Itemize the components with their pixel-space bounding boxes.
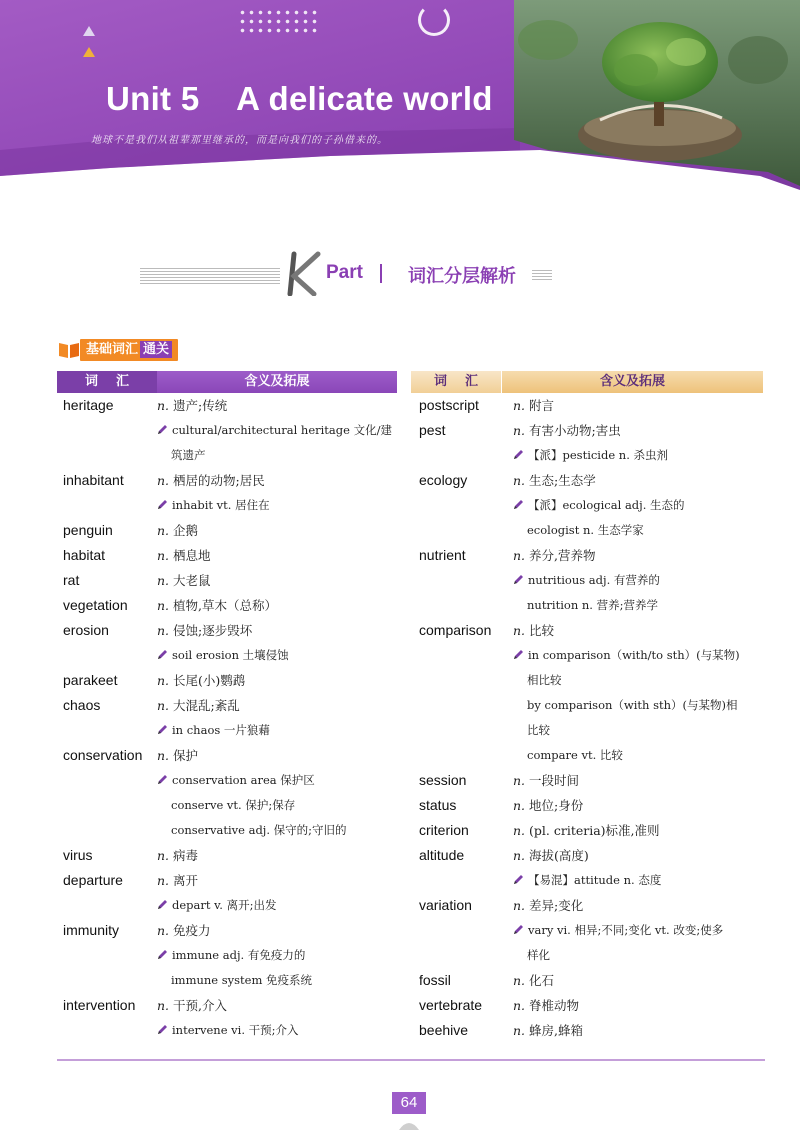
part-k-logo (284, 250, 324, 296)
vocab-entry (411, 993, 763, 1018)
decorative-leaf-icon (397, 1116, 421, 1130)
pencil-icon (513, 648, 525, 660)
part-header (140, 250, 560, 300)
meaning-text: 有害小动物;害虫 (529, 423, 621, 438)
vocab-meaning (513, 893, 763, 918)
vocab-entry (57, 918, 397, 993)
vocab-entry (57, 518, 397, 543)
pencil-icon (157, 498, 169, 510)
part-of-speech: n. (157, 748, 170, 763)
extension-text: nutrition n. 营养;营养学 (527, 598, 658, 612)
extension-text: 【派】pesticide n. 杀虫剂 (528, 448, 669, 462)
vocab-word: ecology (419, 472, 468, 488)
part-of-speech: n. (157, 398, 170, 413)
extension-text: nutritious adj. 有营养的 (528, 573, 660, 587)
vocab-word: postscript (419, 397, 479, 413)
entry-extension (57, 418, 397, 443)
page-number: 64 (392, 1092, 426, 1114)
vocab-meaning (157, 618, 397, 643)
meaning-text: 栖居的动物;居民 (173, 473, 265, 488)
entry-extension (57, 443, 397, 468)
table-header (411, 371, 763, 393)
entry-main-line (57, 568, 397, 593)
extension-text: immune system 免疫系统 (171, 973, 313, 987)
entry-extension (411, 918, 763, 943)
meaning-text: 栖息地 (173, 548, 211, 563)
extension-text: 样化 (527, 948, 550, 962)
vocab-entry (411, 468, 763, 543)
vocab-entry (57, 593, 397, 618)
meaning-text: 保护 (173, 748, 199, 763)
part-of-speech: n. (513, 973, 526, 988)
vocab-word: intervention (63, 997, 136, 1013)
decorative-ring (418, 4, 450, 36)
vocab-entry (411, 793, 763, 818)
entry-main-line (57, 993, 397, 1018)
decorative-triangle (83, 47, 95, 57)
entry-extension (411, 493, 763, 518)
pencil-icon (157, 948, 169, 960)
table-body (57, 393, 397, 1043)
vocab-meaning (157, 843, 397, 868)
meaning-text: 遗产;传统 (173, 398, 228, 413)
part-of-speech: n. (513, 623, 526, 638)
vocab-meaning (513, 1018, 763, 1043)
part-of-speech: n. (513, 773, 526, 788)
extension-text: intervene vi. 干预;介入 (172, 1023, 299, 1037)
part-of-speech: n. (157, 673, 170, 688)
vocab-word: chaos (63, 697, 101, 713)
entry-extension (411, 668, 763, 693)
pencil-icon (157, 773, 169, 785)
extension-text: in comparison（with/to sth）(与某物) (528, 648, 740, 662)
meaning-text: 差异;变化 (529, 898, 584, 913)
meaning-text: 植物,草木（总称） (173, 598, 277, 613)
part-of-speech: n. (157, 548, 170, 563)
entry-main-line (57, 543, 397, 568)
vocab-word: conservation (63, 747, 143, 763)
part-word: Part (326, 262, 363, 283)
meaning-text: 企鹅 (173, 523, 199, 538)
vocab-meaning (513, 393, 763, 418)
entry-main-line (57, 693, 397, 718)
unit-banner (0, 0, 800, 190)
entry-main-line (411, 393, 763, 418)
vocab-word: penguin (63, 522, 113, 538)
entry-extension (57, 718, 397, 743)
meaning-text: 附言 (529, 398, 555, 413)
meaning-text: 化石 (529, 973, 555, 988)
meaning-text: 大老鼠 (173, 573, 211, 588)
section-label-main: 基础词汇 (86, 342, 139, 357)
extension-text: soil erosion 土壤侵蚀 (172, 648, 289, 662)
vocab-meaning (513, 768, 763, 793)
meaning-text: 大混乱;紊乱 (173, 698, 240, 713)
pencil-icon (157, 723, 169, 735)
vocab-entry (57, 993, 397, 1043)
vocab-entry (411, 768, 763, 793)
meaning-text: 病毒 (173, 848, 199, 863)
extension-text: ecologist n. 生态学家 (527, 523, 644, 537)
entry-main-line (57, 593, 397, 618)
entry-extension (411, 593, 763, 618)
meaning-text: 免疫力 (173, 923, 211, 938)
vocab-word: variation (419, 897, 472, 913)
vocab-entry (57, 543, 397, 568)
part-of-speech: n. (513, 548, 526, 563)
extension-text: cultural/architectural heritage 文化/建 (172, 423, 392, 437)
vocab-entry (411, 418, 763, 468)
entry-extension (411, 718, 763, 743)
vocab-word: nutrient (419, 547, 466, 563)
vocab-word: erosion (63, 622, 109, 638)
meaning-text: 养分,营养物 (529, 548, 596, 563)
header-word: 词 汇 (411, 371, 502, 393)
vocab-meaning (157, 568, 397, 593)
entry-extension (411, 868, 763, 893)
section-label (80, 339, 178, 361)
pencil-icon (157, 423, 169, 435)
vocab-meaning (157, 468, 397, 493)
vocab-word: fossil (419, 972, 451, 988)
vocab-word: inhabitant (63, 472, 124, 488)
entry-main-line (57, 743, 397, 768)
vocab-word: rat (63, 572, 80, 588)
meaning-text: 离开 (173, 873, 199, 888)
meaning-text: 蜂房,蜂箱 (529, 1023, 583, 1038)
vocab-word: beehive (419, 1022, 469, 1038)
vocab-meaning (157, 543, 397, 568)
part-of-speech: n. (513, 798, 526, 813)
entry-main-line (411, 1018, 763, 1043)
vocab-word: immunity (63, 922, 120, 938)
entry-main-line (57, 843, 397, 868)
decorative-dots (238, 8, 318, 34)
entry-extension (411, 443, 763, 468)
entry-extension (411, 568, 763, 593)
part-of-speech: n. (513, 848, 526, 863)
entry-extension (57, 643, 397, 668)
vocab-table-right (411, 371, 763, 1043)
entry-main-line (57, 518, 397, 543)
vocab-entry (411, 543, 763, 618)
extension-text: conservation area 保护区 (172, 773, 315, 787)
decorative-triangle (83, 26, 95, 36)
part-of-speech: n. (157, 848, 170, 863)
extension-text: 【易混】attitude n. 态度 (528, 873, 662, 887)
entry-main-line (411, 418, 763, 443)
vocab-meaning (513, 468, 763, 493)
extension-text: 比较 (527, 723, 550, 737)
meaning-text: 侵蚀;逐步毁坏 (173, 623, 253, 638)
table-body (411, 393, 763, 1043)
vocab-meaning (513, 793, 763, 818)
entry-extension (57, 818, 397, 843)
extension-text: immune adj. 有免疫力的 (172, 948, 306, 962)
entry-extension (411, 643, 763, 668)
extension-text: conservative adj. 保守的;守旧的 (171, 823, 347, 837)
vocab-entry (57, 743, 397, 843)
meaning-text: 脊椎动物 (529, 998, 580, 1013)
vocab-entry (57, 868, 397, 918)
entry-extension (57, 493, 397, 518)
entry-main-line (411, 993, 763, 1018)
entry-main-line (57, 668, 397, 693)
entry-main-line (57, 918, 397, 943)
part-of-speech: n. (157, 623, 170, 638)
header-meaning: 含义及拓展 (502, 371, 763, 393)
part-of-speech: n. (157, 598, 170, 613)
entry-extension (57, 968, 397, 993)
vocab-word: status (419, 797, 457, 813)
unit-title: Unit 5 A delicate world (106, 80, 493, 117)
part-of-speech: n. (513, 998, 526, 1013)
vocab-meaning (157, 918, 397, 943)
vocab-meaning (513, 843, 763, 868)
entry-main-line (57, 393, 397, 418)
extension-text: 【派】ecological adj. 生态的 (528, 498, 685, 512)
vocab-word: virus (63, 847, 93, 863)
entry-extension (57, 943, 397, 968)
part-of-speech: n. (513, 823, 526, 838)
vocab-meaning (157, 868, 397, 893)
meaning-text: 地位;身份 (529, 798, 584, 813)
vocab-meaning (513, 543, 763, 568)
entry-main-line (411, 893, 763, 918)
vocab-meaning (513, 993, 763, 1018)
entry-main-line (411, 543, 763, 568)
vocab-entry (57, 693, 397, 743)
extension-text: inhabit vt. 居住在 (172, 498, 270, 512)
entry-main-line (411, 793, 763, 818)
part-of-speech: n. (513, 1023, 526, 1038)
vocab-meaning (157, 668, 397, 693)
extension-text: by comparison（with sth）(与某物)相 (527, 698, 738, 712)
vocab-entry (57, 843, 397, 868)
meaning-text: 一段时间 (529, 773, 580, 788)
header-word: 词 汇 (57, 371, 157, 393)
entry-main-line (57, 618, 397, 643)
extension-text: vary vi. 相异;不同;变化 vt. 改变;使多 (528, 923, 724, 937)
entry-main-line (411, 468, 763, 493)
part-of-speech: n. (157, 523, 170, 538)
pencil-icon (513, 923, 525, 935)
extension-text: 筑遗产 (171, 448, 206, 462)
vocab-meaning (513, 968, 763, 993)
decorative-hatch (532, 270, 552, 282)
vocab-word: parakeet (63, 672, 118, 688)
extension-text: compare vt. 比较 (527, 748, 623, 762)
meaning-text: (pl. criteria)标准,准则 (529, 823, 660, 838)
part-of-speech: n. (157, 998, 170, 1013)
tree-globe-image (508, 0, 800, 190)
entry-extension (57, 1018, 397, 1043)
pencil-icon (513, 448, 525, 460)
entry-main-line (411, 818, 763, 843)
vocab-word: pest (419, 422, 446, 438)
part-of-speech: n. (513, 898, 526, 913)
entry-main-line (411, 968, 763, 993)
part-title: 词汇分层解析 (408, 266, 516, 287)
meaning-text: 长尾(小)鹦鹉 (173, 673, 246, 688)
vocab-meaning (157, 993, 397, 1018)
pencil-icon (513, 498, 525, 510)
vocab-word: session (419, 772, 467, 788)
part-of-speech: n. (157, 873, 170, 888)
extension-text: 相比较 (527, 673, 562, 687)
pencil-icon (157, 1023, 169, 1035)
vocab-entry (411, 968, 763, 993)
vocab-entry (411, 818, 763, 843)
vocab-entry (57, 668, 397, 693)
pencil-icon (513, 573, 525, 585)
part-of-speech: n. (157, 923, 170, 938)
vocab-meaning (157, 743, 397, 768)
unit-subtitle: 地球不是我们从祖辈那里继承的，而是向我们的子孙借来的。 (91, 135, 388, 146)
vocab-word: criterion (419, 822, 469, 838)
entry-main-line (411, 618, 763, 643)
vocab-entry (57, 393, 397, 468)
vocab-table-left (57, 371, 397, 1043)
vocab-word: vertebrate (419, 997, 483, 1013)
entry-main-line (57, 868, 397, 893)
entry-main-line (57, 468, 397, 493)
vocab-word: habitat (63, 547, 106, 563)
bottom-rule (57, 1059, 765, 1061)
pencil-icon (157, 648, 169, 660)
entry-extension (411, 693, 763, 718)
vocab-meaning (513, 818, 763, 843)
meaning-text: 生态;生态学 (529, 473, 596, 488)
decorative-hatch (140, 268, 280, 284)
vocab-meaning (157, 393, 397, 418)
vocab-meaning (157, 518, 397, 543)
section-label-highlight: 通关 (140, 341, 172, 358)
vocab-meaning (157, 593, 397, 618)
entry-extension (57, 893, 397, 918)
vocab-meaning (157, 693, 397, 718)
pencil-icon (513, 873, 525, 885)
vocab-entry (57, 468, 397, 518)
book-icon (58, 341, 80, 359)
entry-extension (57, 768, 397, 793)
header-meaning: 含义及拓展 (157, 371, 397, 393)
vocab-word: comparison (419, 622, 492, 638)
part-of-speech: n. (513, 473, 526, 488)
vocab-entry (411, 893, 763, 968)
vocab-entry (57, 618, 397, 668)
vocab-entry (411, 843, 763, 893)
table-header (57, 371, 397, 393)
vocab-entry (57, 568, 397, 593)
part-of-speech: n. (513, 423, 526, 438)
pencil-icon (157, 898, 169, 910)
vocab-meaning (513, 618, 763, 643)
vocab-entry (411, 618, 763, 768)
entry-extension (411, 518, 763, 543)
part-of-speech: n. (157, 698, 170, 713)
vocab-meaning (513, 418, 763, 443)
part-of-speech: n. (157, 573, 170, 588)
extension-text: conserve vt. 保护;保存 (171, 798, 296, 812)
entry-extension (411, 943, 763, 968)
meaning-text: 干预,介入 (173, 998, 227, 1013)
vocab-word: altitude (419, 847, 465, 863)
vocab-word: departure (63, 872, 123, 888)
entry-main-line (411, 843, 763, 868)
vocab-word: vegetation (63, 597, 128, 613)
extension-text: depart v. 离开;出发 (172, 898, 277, 912)
entry-main-line (411, 768, 763, 793)
vocab-word: heritage (63, 397, 114, 413)
extension-text: in chaos 一片狼藉 (172, 723, 270, 737)
entry-extension (57, 793, 397, 818)
vocab-entry (411, 393, 763, 418)
entry-extension (411, 743, 763, 768)
meaning-text: 比较 (529, 623, 555, 638)
vocab-entry (411, 1018, 763, 1043)
meaning-text: 海拔(高度) (529, 848, 589, 863)
part-of-speech: n. (513, 398, 526, 413)
part-divider (380, 264, 382, 283)
part-of-speech: n. (157, 473, 170, 488)
